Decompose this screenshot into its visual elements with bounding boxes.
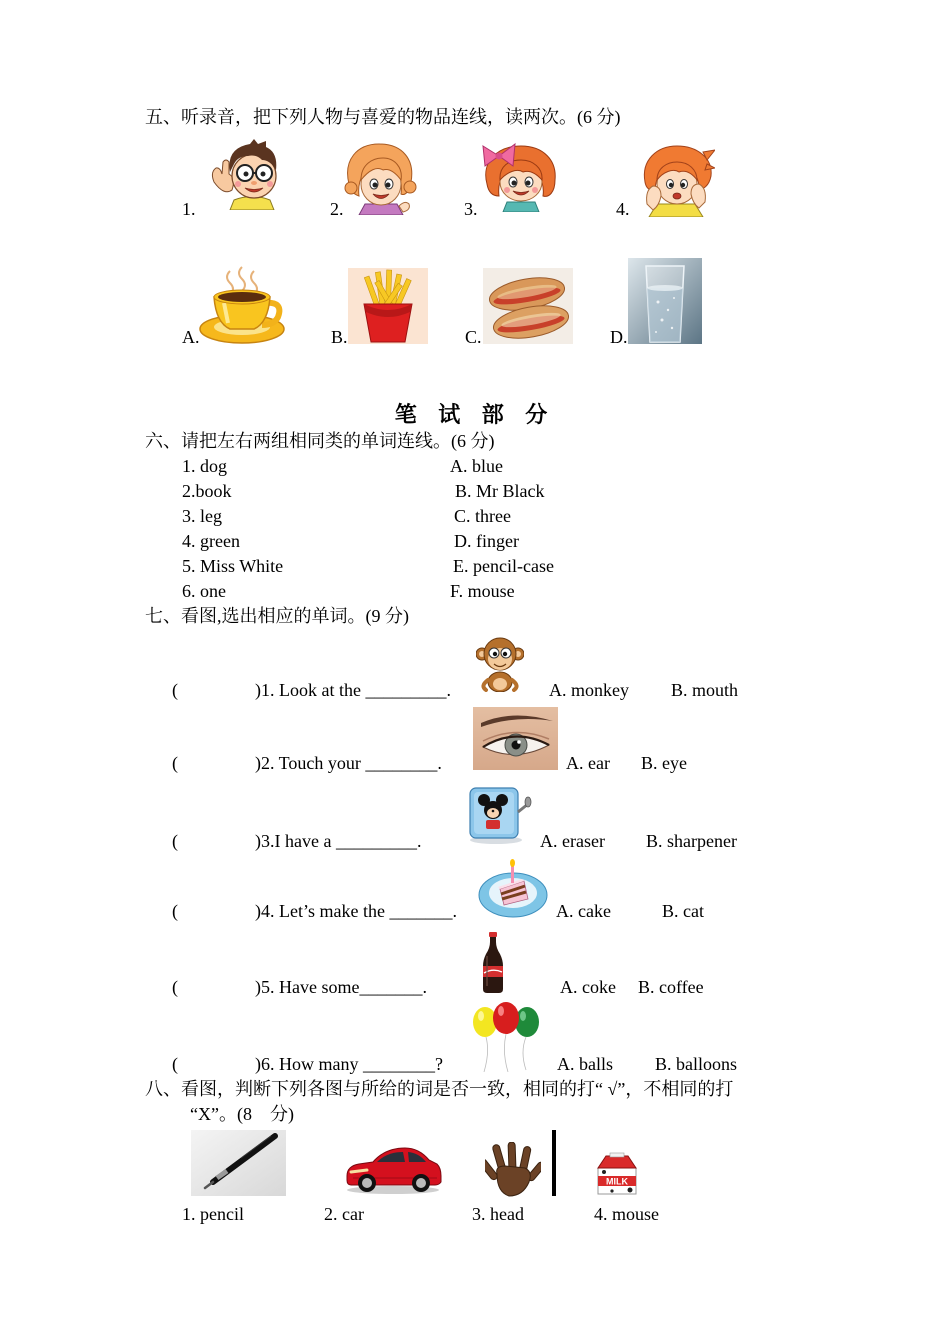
- red-car-icon: [343, 1136, 443, 1196]
- person-1-label: 1.: [182, 199, 196, 219]
- balloons-icon: [470, 1000, 542, 1072]
- option-b: B. mouth: [671, 680, 739, 700]
- hand-icon: [485, 1142, 541, 1198]
- question-stem: )2. Touch your ________.: [255, 753, 442, 773]
- written-part-title: 笔 试 部 分: [394, 402, 556, 427]
- answer-paren-open: (: [172, 753, 178, 773]
- option-b: B. coffee: [638, 977, 704, 997]
- item-1-label: 1. pencil: [182, 1204, 244, 1224]
- word-left-6: 6. one: [182, 581, 226, 601]
- sharpener-drawing: [462, 780, 532, 846]
- answer-paren-open: (: [172, 1054, 178, 1074]
- item-c-label: C.: [465, 327, 482, 347]
- milk-carton-drawing: [592, 1152, 642, 1196]
- item-2-label: 2. car: [324, 1204, 364, 1224]
- option-a: A. coke: [560, 977, 616, 997]
- question-row-6: [0, 1053, 950, 1075]
- section-6-heading: 六、请把左右两组相同类的单词连线。(6 分): [145, 431, 495, 451]
- word-right-d: D. finger: [454, 531, 519, 551]
- monkey-icon: [476, 636, 524, 692]
- section-7-heading: 七、看图,选出相应的单词。(9 分): [145, 606, 409, 626]
- hand-drawing: [485, 1142, 541, 1198]
- item-4-label: 4. mouse: [594, 1204, 659, 1224]
- glass-of-water-drawing: [628, 258, 702, 344]
- answer-paren-open: (: [172, 901, 178, 921]
- red-car-drawing: [343, 1136, 443, 1196]
- question-row-5: [0, 976, 950, 998]
- item-3-label: 3. head: [472, 1204, 524, 1224]
- word-right-a: A. blue: [450, 456, 503, 476]
- option-b: B. sharpener: [646, 831, 737, 851]
- milk-carton-icon: [592, 1152, 642, 1196]
- person-4-label: 4.: [616, 199, 630, 219]
- person-2-label: 2.: [330, 199, 344, 219]
- glass-of-water-icon: [628, 258, 702, 344]
- question-row-1: [0, 679, 950, 701]
- boy-with-glasses-drawing: [210, 138, 288, 210]
- question-stem: )1. Look at the _________.: [255, 680, 451, 700]
- french-fries-icon: [348, 268, 428, 344]
- girl-with-bow-icon: [477, 140, 562, 212]
- word-right-e: E. pencil-case: [453, 556, 554, 576]
- question-stem: )3.I have a _________.: [255, 831, 422, 851]
- option-a: A. eraser: [540, 831, 605, 851]
- hot-dog-icon: [483, 268, 573, 344]
- coke-bottle-icon: [481, 932, 505, 994]
- option-a: A. monkey: [549, 680, 629, 700]
- option-a: A. balls: [557, 1054, 613, 1074]
- coffee-cup-icon: [198, 265, 286, 345]
- word-left-2: 2.book: [182, 481, 232, 501]
- monkey-drawing: [476, 636, 524, 692]
- answer-paren-open: (: [172, 831, 178, 851]
- word-left-4: 4. green: [182, 531, 240, 551]
- question-stem: )4. Let’s make the _______.: [255, 901, 457, 921]
- question-row-3: [0, 830, 950, 852]
- pen-drawing: [191, 1130, 286, 1196]
- answer-paren-open: (: [172, 680, 178, 700]
- coke-bottle-drawing: [481, 932, 505, 994]
- sharpener-icon: [462, 780, 532, 846]
- word-left-1: 1. dog: [182, 456, 227, 476]
- option-b: B. eye: [641, 753, 687, 773]
- balloons-drawing: [470, 1000, 542, 1072]
- hot-dog-drawing: [483, 268, 573, 344]
- divider-bar: [552, 1130, 556, 1196]
- girl-with-bow-drawing: [477, 140, 562, 212]
- girl-hands-on-cheeks-drawing: [633, 142, 715, 217]
- girl-hands-on-cheeks-icon: [633, 142, 715, 217]
- section-8-heading-continued: “X”。(8 分): [190, 1104, 294, 1124]
- word-right-f: F. mouse: [450, 581, 515, 601]
- word-left-5: 5. Miss White: [182, 556, 284, 576]
- word-left-3: 3. leg: [182, 506, 222, 526]
- question-row-4: [0, 900, 950, 922]
- girl-orange-hair-icon: [343, 140, 418, 215]
- option-b: B. balloons: [655, 1054, 738, 1074]
- milk-carton-text: MILK: [606, 1176, 628, 1187]
- section-8-heading: 八、看图，判断下列各图与所给的词是否一致，相同的打“ √”，不相同的打: [145, 1079, 734, 1099]
- pen-icon: [191, 1130, 286, 1196]
- section-5-heading: 五、听录音，把下列人物与喜爱的物品连线，读两次。(6 分): [145, 107, 621, 127]
- question-stem: )5. Have some_______.: [255, 977, 427, 997]
- answer-paren-open: (: [172, 977, 178, 997]
- boy-with-glasses-icon: [210, 138, 288, 210]
- birthday-cake-drawing: [478, 857, 548, 919]
- birthday-cake-icon: [478, 857, 548, 919]
- word-right-c: C. three: [454, 506, 511, 526]
- word-right-b: B. Mr Black: [455, 481, 545, 501]
- option-b: B. cat: [662, 901, 704, 921]
- item-d-label: D.: [610, 327, 628, 347]
- option-a: A. ear: [566, 753, 610, 773]
- person-3-label: 3.: [464, 199, 478, 219]
- eye-drawing: [473, 707, 558, 770]
- coffee-cup-drawing: [198, 265, 286, 345]
- french-fries-drawing: [348, 268, 428, 344]
- item-a-label: A.: [182, 327, 200, 347]
- question-row-2: [0, 752, 950, 774]
- option-a: A. cake: [556, 901, 611, 921]
- item-b-label: B.: [331, 327, 348, 347]
- eye-icon: [473, 707, 558, 770]
- question-stem: )6. How many ________?: [255, 1054, 443, 1074]
- girl-orange-hair-drawing: [343, 140, 418, 215]
